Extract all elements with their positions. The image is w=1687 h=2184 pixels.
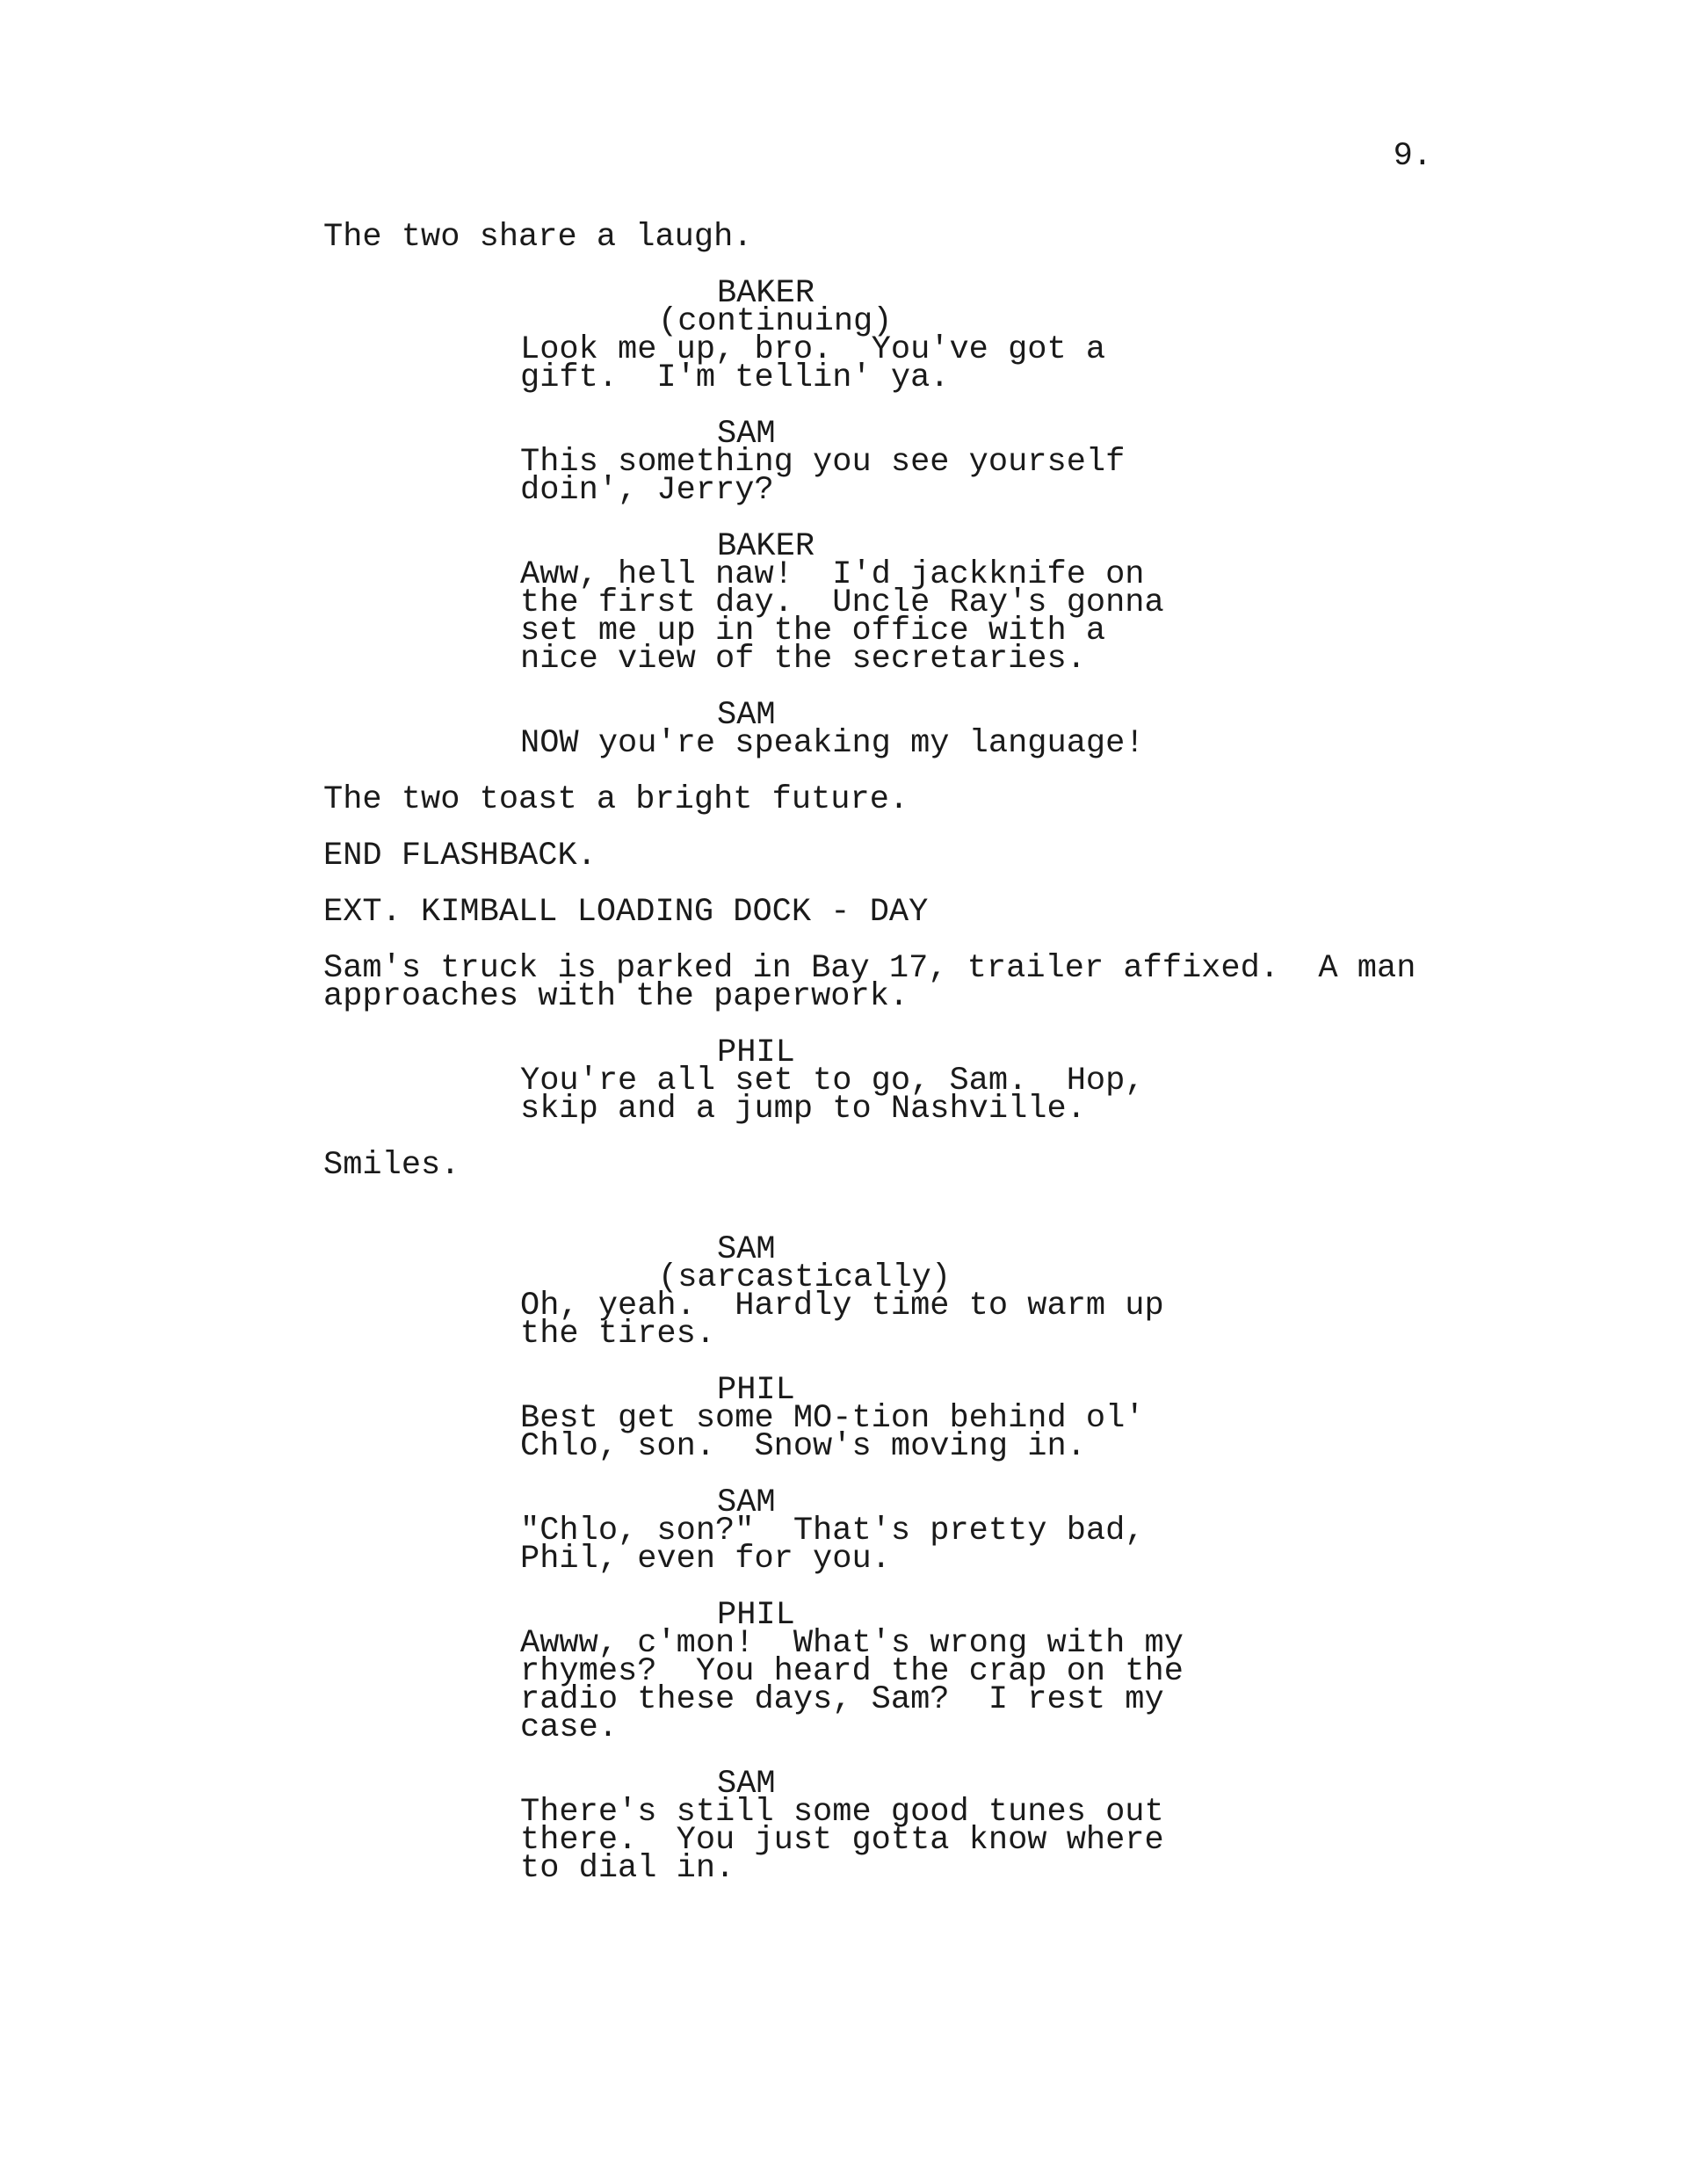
dialogue-line: the tires. bbox=[520, 1316, 716, 1353]
dialogue-line: to dial in. bbox=[520, 1850, 735, 1887]
action-block bbox=[323, 219, 1466, 256]
character-line: SAM bbox=[717, 1766, 776, 1803]
dialogue-line: skip and a jump to Nashville. bbox=[520, 1091, 1086, 1128]
dialogue-line: rhymes? You heard the crap on the bbox=[520, 1653, 1184, 1690]
action-line: The two toast a bright future. bbox=[323, 781, 909, 818]
transition-block bbox=[323, 838, 1466, 874]
dialogue-block bbox=[520, 331, 1466, 396]
dialogue-line: radio these days, Sam? I rest my bbox=[520, 1681, 1164, 1718]
character-line: PHIL bbox=[717, 1034, 795, 1071]
character-line: BAKER bbox=[717, 528, 815, 565]
action-line: Sam's truck is parked in Bay 17, trailer affixed. A man bbox=[323, 950, 1416, 987]
action-block bbox=[323, 781, 1466, 818]
dialogue-line: set me up in the office with a bbox=[520, 613, 1106, 649]
script-body bbox=[323, 219, 1466, 1887]
dialogue-line: doin', Jerry? bbox=[520, 472, 774, 509]
dialogue-line: Best get some MO-tion behind ol' bbox=[520, 1400, 1145, 1437]
dialogue-block bbox=[520, 1625, 1466, 1746]
dialogue-line: You're all set to go, Sam. Hop, bbox=[520, 1063, 1145, 1099]
dialogue-line: the first day. Uncle Ray's gonna bbox=[520, 584, 1164, 621]
action-block bbox=[323, 950, 1466, 1015]
character-line: BAKER bbox=[717, 275, 815, 312]
dialogue-line: nice view of the secretaries. bbox=[520, 641, 1086, 678]
character-line: SAM bbox=[717, 416, 776, 453]
character-line: SAM bbox=[717, 1484, 776, 1521]
dialogue-block bbox=[520, 1288, 1466, 1353]
dialogue-block bbox=[520, 1794, 1466, 1887]
dialogue-line: Awww, c'mon! What's wrong with my bbox=[520, 1625, 1184, 1662]
dialogue-line: Look me up, bro. You've got a bbox=[520, 331, 1106, 368]
dialogue-block bbox=[520, 725, 1466, 762]
dialogue-line: Phil, even for you. bbox=[520, 1541, 891, 1578]
action-line: approaches with the paperwork. bbox=[323, 978, 909, 1015]
dialogue-line: there. You just gotta know where bbox=[520, 1822, 1164, 1859]
dialogue-block bbox=[520, 1063, 1466, 1128]
dialogue-line: Chlo, son. Snow's moving in. bbox=[520, 1428, 1086, 1465]
character-line: PHIL bbox=[717, 1597, 795, 1634]
dialogue-block bbox=[520, 444, 1466, 509]
character-line: SAM bbox=[717, 697, 776, 734]
paren-line: (sarcastically) bbox=[658, 1259, 952, 1296]
dialogue-block bbox=[520, 1513, 1466, 1578]
dialogue-line: Oh, yeah. Hardly time to warm up bbox=[520, 1288, 1164, 1324]
slugline-block bbox=[323, 894, 1466, 931]
dialogue-line: This something you see yourself bbox=[520, 444, 1126, 481]
spacer bbox=[323, 1348, 1466, 1376]
dialogue-line: There's still some good tunes out bbox=[520, 1794, 1164, 1831]
dialogue-line: Aww, hell naw! I'd jackknife on bbox=[520, 556, 1145, 593]
dialogue-line: NOW you're speaking my language! bbox=[520, 725, 1145, 762]
spacer bbox=[323, 1179, 1466, 1208]
action-line: The two share a laugh. bbox=[323, 219, 753, 256]
spacer bbox=[323, 1208, 1466, 1236]
spacer bbox=[323, 1742, 1466, 1770]
slugline-line: EXT. KIMBALL LOADING DOCK - DAY bbox=[323, 894, 929, 931]
dialogue-block bbox=[520, 1400, 1466, 1465]
page-number: 9. bbox=[1393, 138, 1432, 175]
transition-line: END FLASHBACK. bbox=[323, 838, 597, 874]
dialogue-line: gift. I'm tellin' ya. bbox=[520, 359, 950, 396]
character-line: PHIL bbox=[717, 1372, 795, 1409]
dialogue-block bbox=[520, 556, 1466, 678]
paren-line: (continuing) bbox=[658, 303, 893, 340]
dialogue-line: "Chlo, son?" That's pretty bad, bbox=[520, 1513, 1145, 1549]
dialogue-line: case. bbox=[520, 1709, 619, 1746]
spacer bbox=[323, 504, 1466, 533]
spacer bbox=[323, 1573, 1466, 1601]
character-line: SAM bbox=[717, 1231, 776, 1268]
action-line: Smiles. bbox=[323, 1147, 460, 1184]
action-block bbox=[323, 1147, 1466, 1184]
